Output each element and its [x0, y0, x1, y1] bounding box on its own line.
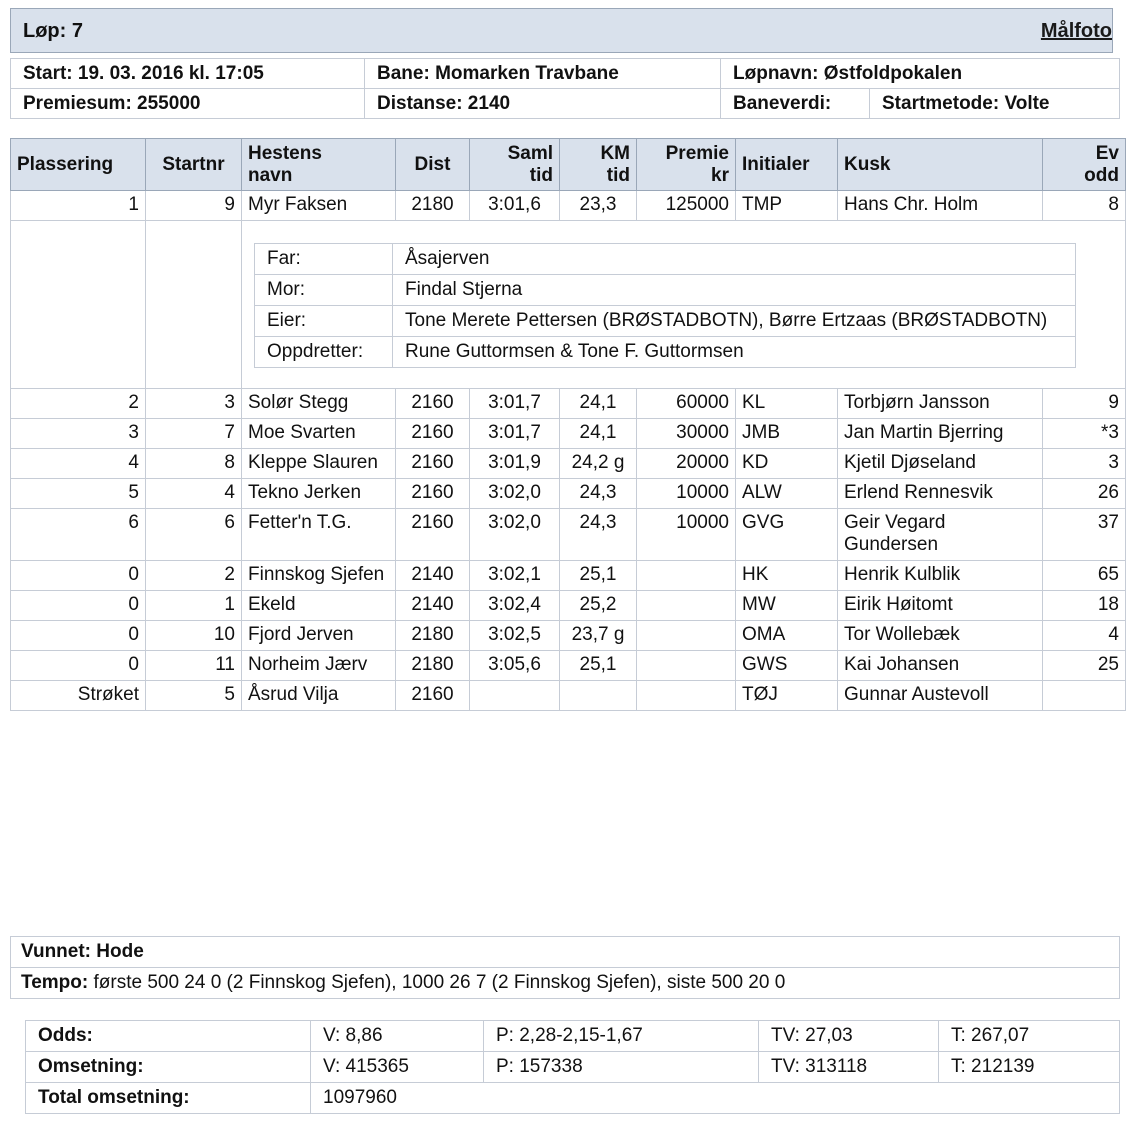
cell-startnr: 4	[146, 479, 242, 509]
cell-initials: KD	[736, 449, 838, 479]
cell-km: 24,1	[560, 389, 637, 419]
col-dist[interactable]: Dist	[396, 139, 470, 191]
table-row	[11, 191, 1126, 221]
cell-prize: 30000	[637, 419, 736, 449]
cell-dist: 2160	[396, 389, 470, 419]
col-hestens-navn[interactable]	[242, 139, 396, 191]
cell-plass: 5	[11, 479, 146, 509]
cell-km: 25,1	[560, 651, 637, 681]
cell-initials: JMB	[736, 419, 838, 449]
cell-startnr: 9	[146, 191, 242, 221]
cell-plass: 0	[11, 561, 146, 591]
cell-odds: 4	[1043, 621, 1126, 651]
odds-p: P: 2,28-2,15-1,67	[484, 1021, 759, 1052]
col-premie-kr[interactable]	[637, 139, 736, 191]
race-header-bar	[10, 8, 1113, 53]
table-row	[11, 681, 1126, 711]
cell-dist: 2160	[396, 419, 470, 449]
pedigree-spacer	[11, 221, 146, 389]
cell-initials: ALW	[736, 479, 838, 509]
cell-dist: 2160	[396, 681, 470, 711]
cell-startnr: 7	[146, 419, 242, 449]
cell-time	[470, 681, 560, 711]
tempo-row	[11, 968, 1120, 999]
tempo-label: Tempo:	[21, 972, 89, 993]
cell-startnr: 2	[146, 561, 242, 591]
cell-km: 24,3	[560, 509, 637, 561]
table-row	[11, 621, 1126, 651]
cell-driver[interactable]: Hans Chr. Holm	[838, 191, 1043, 221]
cell-odds: 18	[1043, 591, 1126, 621]
cell-time: 3:01,7	[470, 419, 560, 449]
cell-driver[interactable]: Kai Johansen	[838, 651, 1043, 681]
pedigree-cell	[242, 221, 1126, 389]
table-row	[11, 509, 1126, 561]
col-hestens-line1: Hestens	[248, 142, 322, 164]
turnover-p: P: 157338	[484, 1052, 759, 1083]
odds-table	[25, 1020, 1120, 1114]
cell-dist: 2160	[396, 449, 470, 479]
cell-odds: *3	[1043, 419, 1126, 449]
col-km-line2: tid	[606, 164, 630, 186]
pedigree-spacer	[146, 221, 242, 389]
cell-odds	[1043, 681, 1126, 711]
col-premie-line1: Premie	[665, 142, 729, 164]
cell-odds: 37	[1043, 509, 1126, 561]
cell-plass: 2	[11, 389, 146, 419]
race-name: Løpnavn: Østfoldpokalen	[721, 59, 1120, 89]
col-initialer[interactable]: Initialer	[736, 139, 838, 191]
cell-driver[interactable]: Geir Vegard Gundersen	[838, 509, 1043, 561]
cell-prize: 20000	[637, 449, 736, 479]
cell-prize	[637, 561, 736, 591]
cell-initials: MW	[736, 591, 838, 621]
track-value: Baneverdi:	[721, 89, 870, 119]
cell-time: 3:01,6	[470, 191, 560, 221]
cell-horse[interactable]: Tekno Jerken	[242, 479, 396, 509]
table-row	[11, 561, 1126, 591]
cell-prize: 125000	[637, 191, 736, 221]
cell-km: 23,7 g	[560, 621, 637, 651]
prize-sum: Premiesum: 255000	[11, 89, 365, 119]
cell-startnr: 6	[146, 509, 242, 561]
table-row	[11, 389, 1126, 419]
cell-km: 23,3	[560, 191, 637, 221]
cell-plass: 0	[11, 591, 146, 621]
eier-value: Tone Merete Pettersen (BRØSTADBOTN), Børre Ertzaas (BRØSTADBOTN)	[393, 306, 1076, 337]
total-turnover-label: Total omsetning:	[26, 1083, 311, 1114]
cell-driver[interactable]: Torbjørn Jansson	[838, 389, 1043, 419]
cell-initials: GVG	[736, 509, 838, 561]
cell-prize	[637, 681, 736, 711]
cell-horse[interactable]: Solør Stegg	[242, 389, 396, 419]
cell-horse[interactable]: Finnskog Sjefen	[242, 561, 396, 591]
col-startnr[interactable]: Startnr	[146, 139, 242, 191]
table-row	[11, 651, 1126, 681]
cell-dist: 2180	[396, 651, 470, 681]
far-value: Åsajerven	[393, 244, 1076, 275]
cell-startnr: 1	[146, 591, 242, 621]
cell-startnr: 5	[146, 681, 242, 711]
photo-finish-link[interactable]: Målfoto	[1040, 20, 1112, 42]
cell-prize: 60000	[637, 389, 736, 419]
cell-time: 3:02,0	[470, 479, 560, 509]
cell-km: 25,2	[560, 591, 637, 621]
cell-startnr: 10	[146, 621, 242, 651]
cell-horse[interactable]: Fjord Jerven	[242, 621, 396, 651]
cell-driver[interactable]: Gunnar Austevoll	[838, 681, 1043, 711]
cell-startnr: 11	[146, 651, 242, 681]
cell-odds: 25	[1043, 651, 1126, 681]
cell-time: 3:05,6	[470, 651, 560, 681]
oppdretter-value: Rune Guttormsen & Tone F. Guttormsen	[393, 337, 1076, 368]
cell-startnr: 8	[146, 449, 242, 479]
turnover-label: Omsetning:	[26, 1052, 311, 1083]
total-turnover-value: 1097960	[311, 1083, 1120, 1114]
cell-prize	[637, 591, 736, 621]
odds-label: Odds:	[26, 1021, 311, 1052]
col-premie-line2: kr	[711, 164, 729, 186]
pedigree-row	[11, 221, 1126, 389]
cell-plass: 0	[11, 651, 146, 681]
distance: Distanse: 2140	[365, 89, 721, 119]
col-km-line1: KM	[600, 142, 630, 164]
cell-odds: 8	[1043, 191, 1126, 221]
far-label: Far:	[255, 244, 393, 275]
table-row	[11, 419, 1126, 449]
cell-prize	[637, 651, 736, 681]
track-name: Bane: Momarken Travbane	[365, 59, 721, 89]
cell-dist: 2160	[396, 479, 470, 509]
turnover-v: V: 415365	[311, 1052, 484, 1083]
cell-dist: 2140	[396, 561, 470, 591]
cell-horse[interactable]: Kleppe Slauren	[242, 449, 396, 479]
cell-odds: 9	[1043, 389, 1126, 419]
col-hestens-line2: navn	[248, 164, 293, 186]
cell-plass: 6	[11, 509, 146, 561]
cell-plass: 4	[11, 449, 146, 479]
cell-plass: 0	[11, 621, 146, 651]
cell-dist: 2160	[396, 509, 470, 561]
results-table	[10, 138, 1126, 711]
won-by: Vunnet: Hode	[11, 937, 1120, 968]
cell-time: 3:02,1	[470, 561, 560, 591]
col-km-tid[interactable]	[560, 139, 637, 191]
cell-dist: 2180	[396, 191, 470, 221]
cell-horse[interactable]: Moe Svarten	[242, 419, 396, 449]
col-plassering[interactable]: Plassering	[11, 139, 146, 191]
col-saml-tid[interactable]	[470, 139, 560, 191]
cell-time: 3:02,0	[470, 509, 560, 561]
col-ev-odds[interactable]	[1043, 139, 1126, 191]
odds-v: V: 8,86	[311, 1021, 484, 1052]
cell-horse[interactable]: Ekeld	[242, 591, 396, 621]
mor-value: Findal Stjerna	[393, 275, 1076, 306]
odds-t: T: 267,07	[939, 1021, 1120, 1052]
cell-horse[interactable]: Norheim Jærv	[242, 651, 396, 681]
cell-dist: 2140	[396, 591, 470, 621]
cell-km	[560, 681, 637, 711]
cell-driver[interactable]: Erlend Rennesvik	[838, 479, 1043, 509]
cell-plass: 3	[11, 419, 146, 449]
eier-label: Eier:	[255, 306, 393, 337]
odds-tv: TV: 27,03	[759, 1021, 939, 1052]
col-saml-line2: tid	[529, 164, 553, 186]
cell-initials: TØJ	[736, 681, 838, 711]
cell-driver[interactable]: Tor Wollebæk	[838, 621, 1043, 651]
col-ev-line2: odd	[1084, 164, 1119, 186]
cell-dist: 2180	[396, 621, 470, 651]
cell-odds: 65	[1043, 561, 1126, 591]
cell-prize	[637, 621, 736, 651]
race-info-table	[10, 58, 1120, 119]
cell-odds: 26	[1043, 479, 1126, 509]
header-row	[11, 139, 1126, 191]
col-ev-line1: Ev	[1095, 142, 1119, 164]
pedigree-table	[254, 243, 1076, 368]
cell-driver[interactable]: Jan Martin Bjerring	[838, 419, 1043, 449]
oppdretter-label: Oppdretter:	[255, 337, 393, 368]
cell-prize: 10000	[637, 509, 736, 561]
start-time: Start: 19. 03. 2016 kl. 17:05	[11, 59, 365, 89]
table-row	[11, 479, 1126, 509]
table-row	[11, 591, 1126, 621]
cell-km: 25,1	[560, 561, 637, 591]
cell-horse[interactable]: Åsrud Vilja	[242, 681, 396, 711]
cell-driver[interactable]: Kjetil Djøseland	[838, 449, 1043, 479]
cell-time: 3:01,7	[470, 389, 560, 419]
race-number: Løp: 7	[23, 20, 83, 42]
cell-initials: TMP	[736, 191, 838, 221]
cell-initials: KL	[736, 389, 838, 419]
cell-driver[interactable]: Eirik Høitomt	[838, 591, 1043, 621]
cell-plass: 1	[11, 191, 146, 221]
cell-time: 3:02,5	[470, 621, 560, 651]
turnover-t: T: 212139	[939, 1052, 1120, 1083]
cell-initials: OMA	[736, 621, 838, 651]
cell-initials: GWS	[736, 651, 838, 681]
cell-time: 3:01,9	[470, 449, 560, 479]
cell-km: 24,3	[560, 479, 637, 509]
race-summary	[10, 936, 1120, 999]
table-row	[11, 449, 1126, 479]
cell-time: 3:02,4	[470, 591, 560, 621]
cell-startnr: 3	[146, 389, 242, 419]
cell-driver[interactable]: Henrik Kulblik	[838, 561, 1043, 591]
cell-horse[interactable]: Fetter'n T.G.	[242, 509, 396, 561]
turnover-tv: TV: 313118	[759, 1052, 939, 1083]
cell-odds: 3	[1043, 449, 1126, 479]
cell-km: 24,1	[560, 419, 637, 449]
cell-initials: HK	[736, 561, 838, 591]
cell-horse[interactable]: Myr Faksen	[242, 191, 396, 221]
start-method: Startmetode: Volte	[870, 89, 1120, 119]
col-saml-line1: Saml	[507, 142, 553, 164]
tempo-value: første 500 24 0 (2 Finnskog Sjefen), 1000 26 7 (2 Finnskog Sjefen), siste 500 20 0	[93, 972, 786, 993]
cell-prize: 10000	[637, 479, 736, 509]
cell-km: 24,2 g	[560, 449, 637, 479]
col-kusk[interactable]: Kusk	[838, 139, 1043, 191]
cell-plass: Strøket	[11, 681, 146, 711]
mor-label: Mor:	[255, 275, 393, 306]
